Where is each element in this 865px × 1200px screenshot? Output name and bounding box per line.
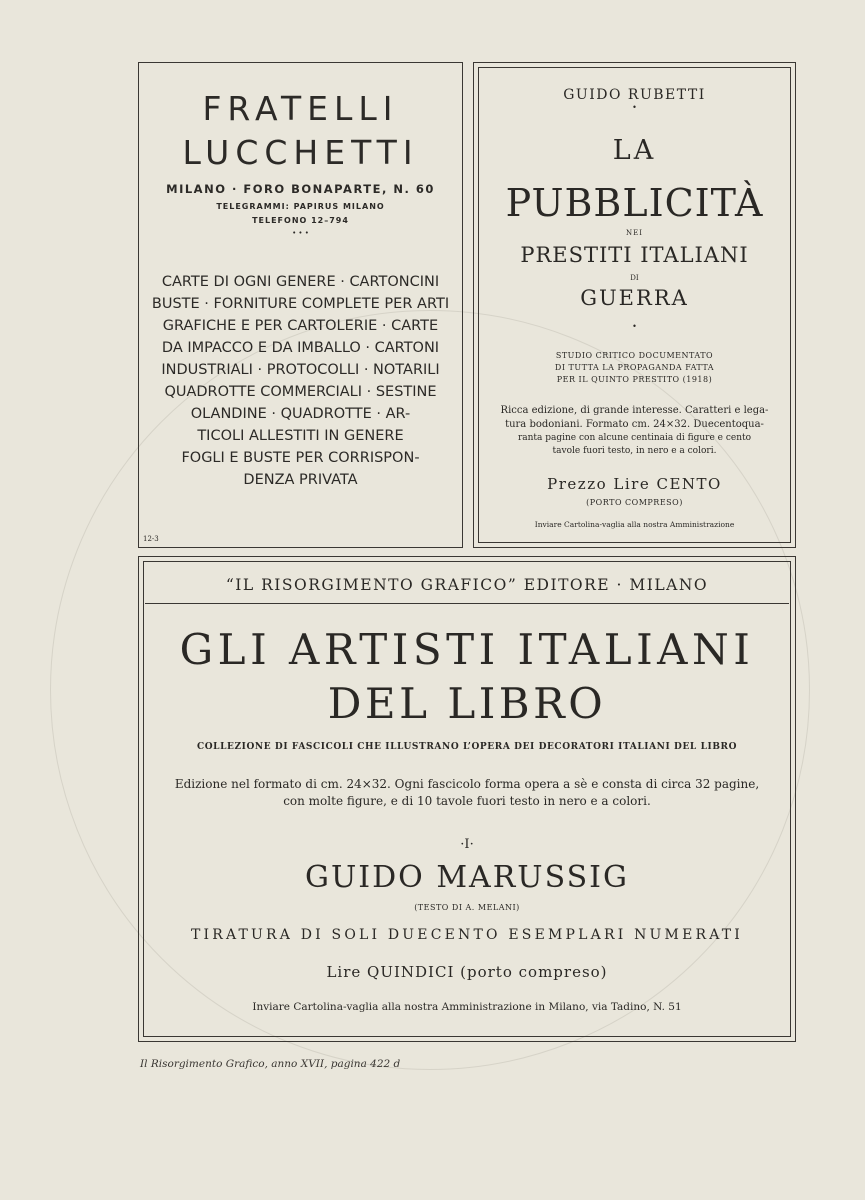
book-send: Inviare Cartolina-vaglia alla nostra Amministrazione bbox=[534, 520, 735, 529]
body-line-10: DENZA PRIVATA bbox=[243, 472, 358, 488]
title-nei: NEI bbox=[626, 229, 643, 237]
body-line-4: DA IMPACCO E DA IMBALLO · CARTONI bbox=[161, 340, 440, 356]
body-line-8: TICOLI ALLESTITI IN GENERE bbox=[197, 428, 404, 444]
desc-line-4: tavole fuori testo, in nero e a colori. bbox=[552, 446, 717, 456]
text-by: (TESTO DI A. MELANI) bbox=[414, 903, 520, 912]
pubblicita-book-ad bbox=[473, 62, 796, 548]
separator-dot-2: • bbox=[632, 322, 637, 331]
ad-phone: TELEFONO 12–794 bbox=[252, 216, 349, 225]
ad-title-line1: FRATELLI bbox=[202, 89, 399, 128]
body-line-5: INDUSTRIALI · PROTOCOLLI · NOTARILI bbox=[161, 362, 440, 378]
series-price: Lire QUINDICI (porto compreso) bbox=[326, 963, 608, 981]
ad-dots: • • • bbox=[292, 229, 309, 237]
volume-numeral: ·I· bbox=[460, 837, 474, 852]
title-guerra: GUERRA bbox=[580, 286, 689, 310]
body-line-7: OLANDINE · QUADROTTE · AR- bbox=[190, 406, 411, 422]
series-title-line2: DEL LIBRO bbox=[327, 679, 607, 728]
page-footer: Il Risorgimento Grafico, anno XVII, pagina 422 d bbox=[140, 1058, 401, 1070]
book-porto: (PORTO COMPRESO) bbox=[586, 498, 683, 507]
separator-dot: • bbox=[632, 103, 637, 112]
fratelli-lucchetti-ad bbox=[138, 62, 463, 548]
title-prestiti: PRESTITI ITALIANI bbox=[520, 243, 749, 267]
ad-code: 12-3 bbox=[143, 535, 159, 543]
title-la: LA bbox=[612, 135, 657, 166]
title-pubblicita: PUBBLICITÀ bbox=[505, 181, 764, 225]
study-line-1: STUDIO CRITICO DOCUMENTATO bbox=[555, 351, 714, 360]
desc-line-2: tura bodoniani. Formato cm. 24×32. Duecentoqua- bbox=[505, 419, 764, 430]
series-title-line1: GLI ARTISTI ITALIANI bbox=[179, 625, 755, 674]
artisti-italiani-ad bbox=[138, 556, 796, 1042]
artist-name: GUIDO MARUSSIG bbox=[305, 860, 629, 895]
body-line-1: CARTE DI OGNI GENERE · CARTONCINI bbox=[161, 274, 440, 290]
publisher-rule bbox=[145, 603, 789, 604]
book-author: GUIDO RUBETTI bbox=[563, 87, 706, 103]
title-di: DI bbox=[630, 274, 639, 282]
series-send: Inviare Cartolina-vaglia alla nostra Amministrazione in Milano, via Tadino, N. 51 bbox=[252, 1001, 682, 1013]
body-line-3: GRAFICHE E PER CARTOLERIE · CARTE bbox=[162, 318, 439, 334]
study-line-2: DI TUTTA LA PROPAGANDA FATTA bbox=[554, 363, 715, 372]
ad-address: MILANO · FORO BONAPARTE, N. 60 bbox=[166, 182, 435, 196]
desc-line-3: ranta pagine con alcune centinaia di figure e cento bbox=[517, 433, 752, 443]
ad-title-line2: LUCCHETTI bbox=[182, 133, 419, 172]
body-line-6: QUADROTTE COMMERCIALI · SESTINE bbox=[164, 384, 437, 400]
body-line-9: FOGLI E BUSTE PER CORRISPON- bbox=[181, 450, 420, 466]
study-line-3: PER IL QUINTO PRESTITO (1918) bbox=[556, 375, 713, 384]
edition-line-1: Edizione nel formato di cm. 24×32. Ogni fascicolo forma opera a sè e consta di circa 32 pagine, bbox=[174, 777, 760, 791]
edition-line-2: con molte figure, e di 10 tavole fuori testo in nero e a colori. bbox=[283, 794, 651, 808]
body-line-2: BUSTE · FORNITURE COMPLETE PER ARTI bbox=[151, 296, 450, 312]
book-price: Prezzo Lire CENTO bbox=[547, 475, 722, 493]
tiratura-line: TIRATURA DI SOLI DUECENTO ESEMPLARI NUMERATI bbox=[190, 927, 744, 943]
ad-telegrams: TELEGRAMMI: PAPIRUS MILANO bbox=[216, 202, 385, 211]
desc-line-1: Ricca edizione, di grande interesse. Caratteri e lega- bbox=[500, 405, 769, 416]
publisher-line: “IL RISORGIMENTO GRAFICO” EDITORE · MILANO bbox=[225, 576, 709, 594]
collection-line: COLLEZIONE DI FASCICOLI CHE ILLUSTRANO L’OPERA DEI DECORATORI ITALIANI DEL LIBRO bbox=[196, 742, 738, 752]
